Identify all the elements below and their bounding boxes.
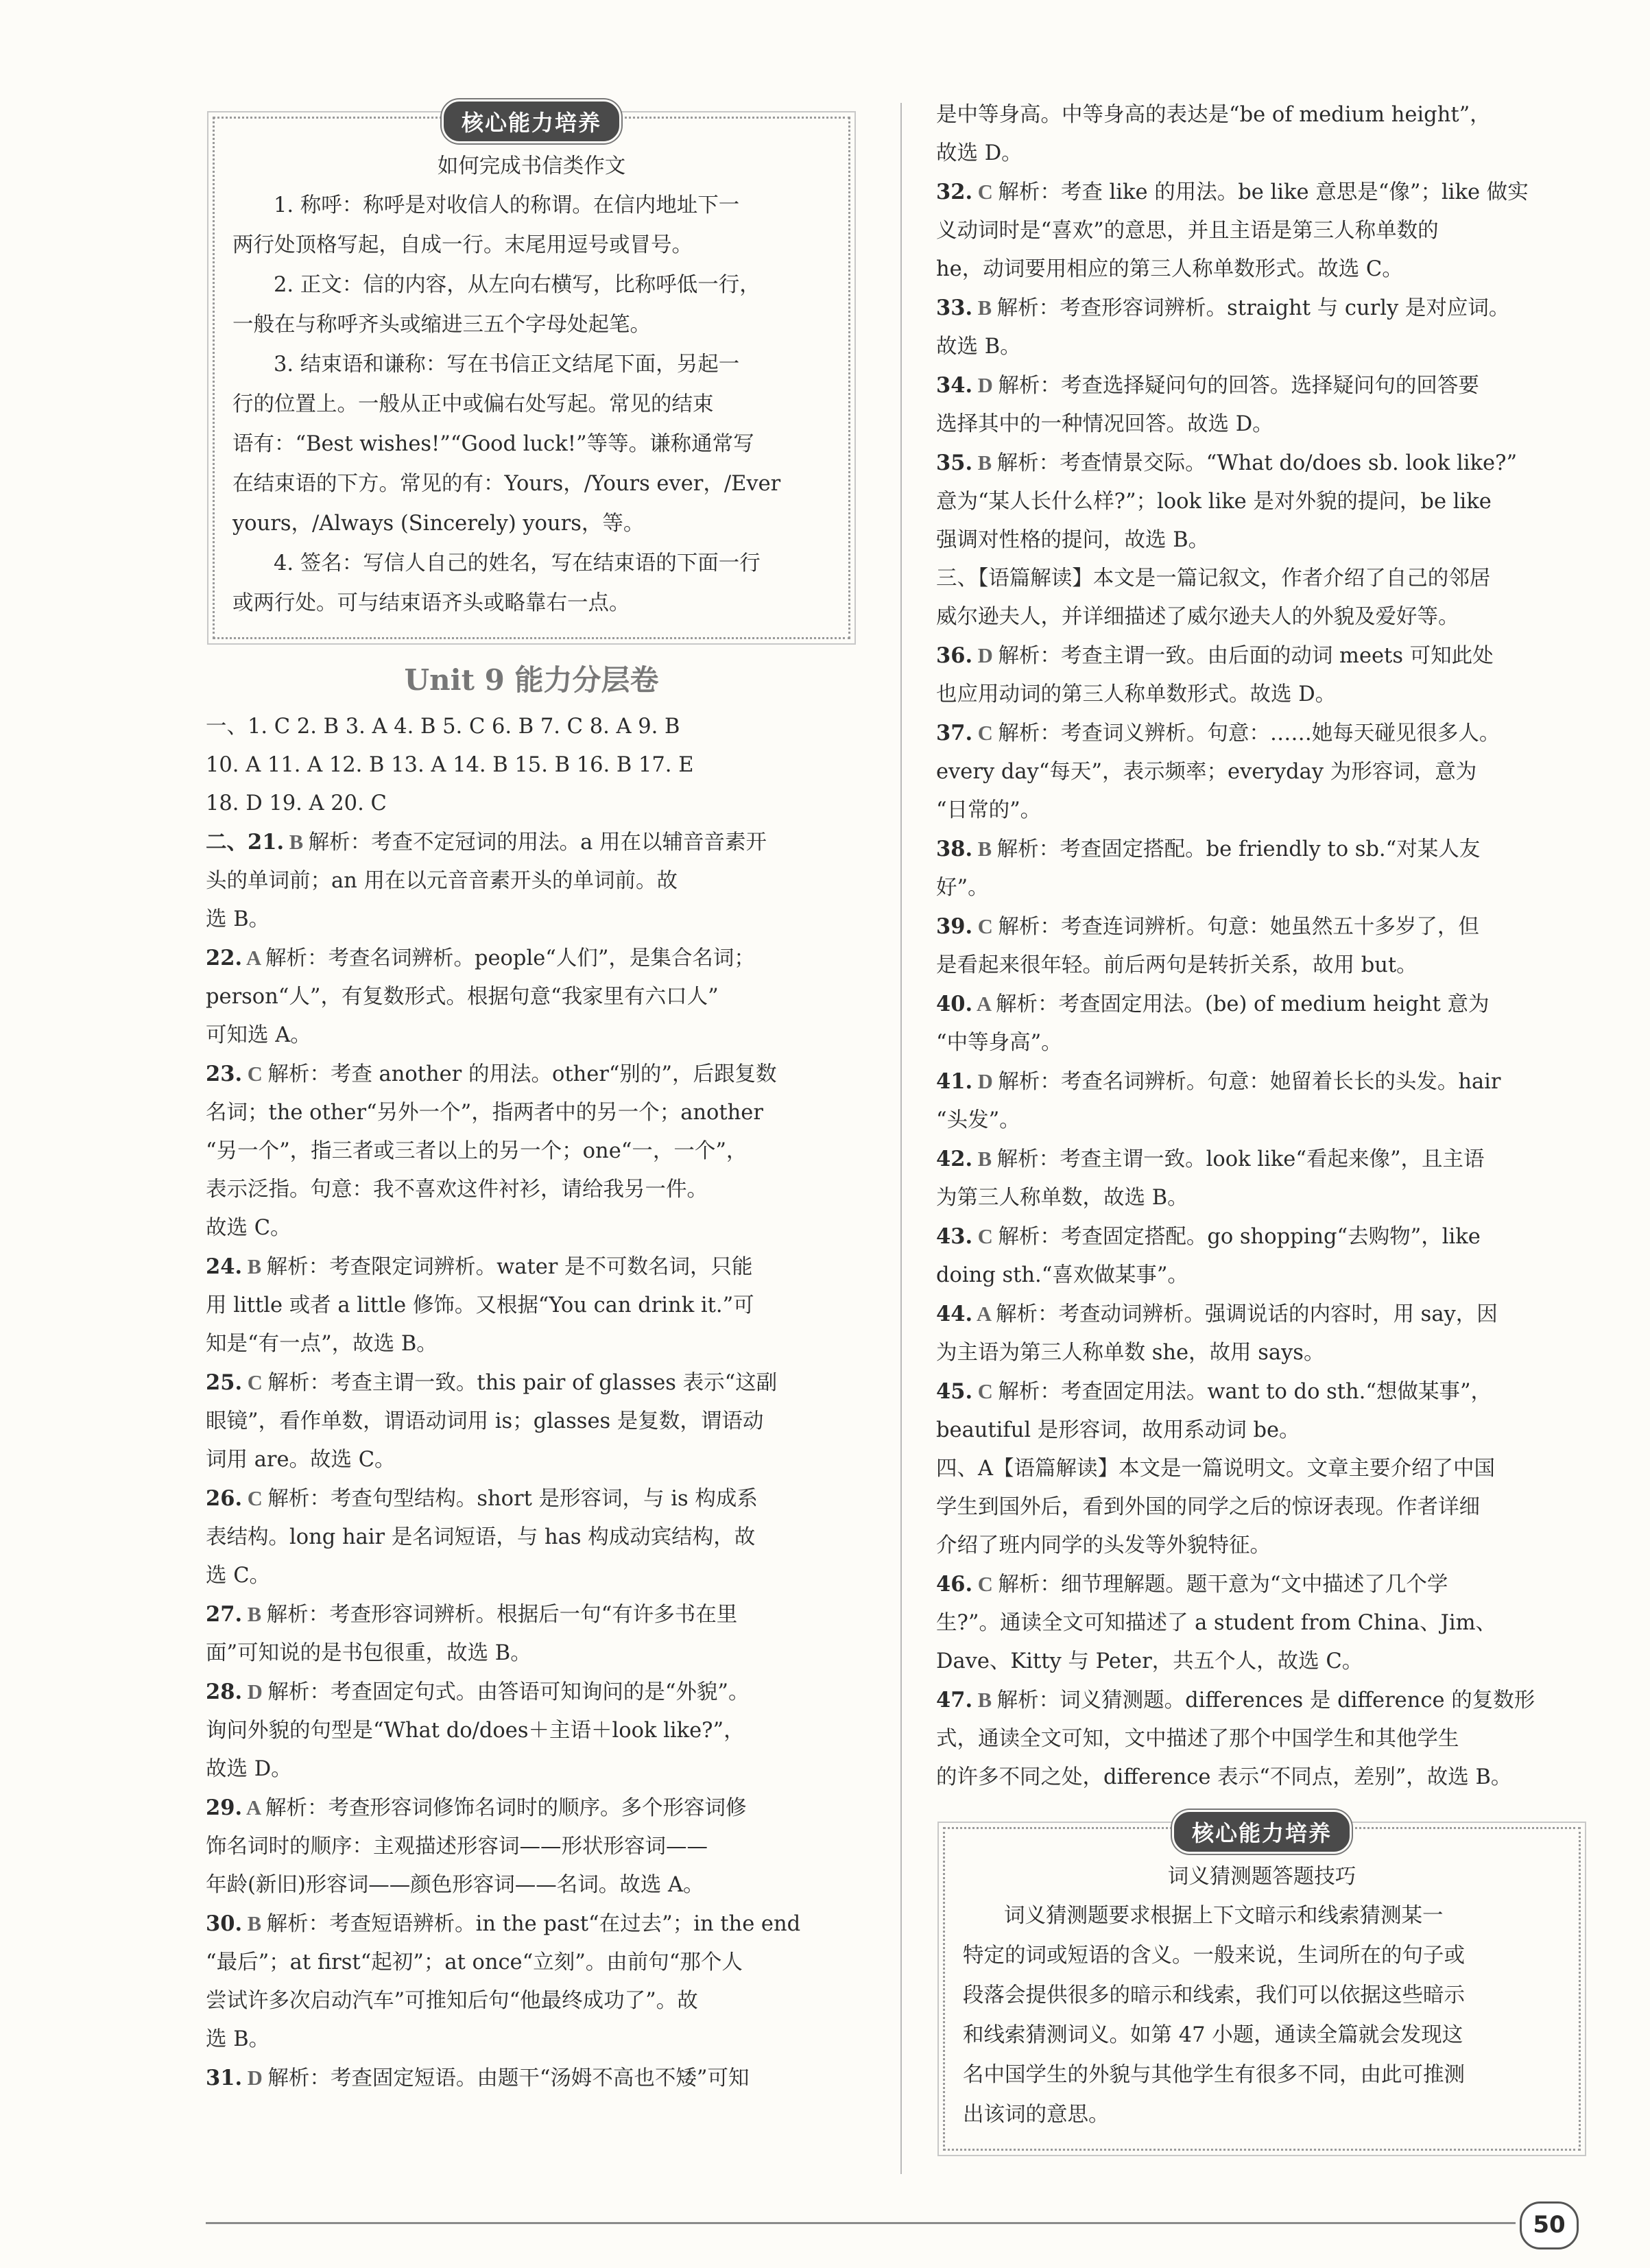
question-number: 43. [936, 1224, 973, 1249]
explanation-line: 选 B。 [206, 2027, 270, 2051]
question-number: 37. [936, 721, 973, 745]
question-number: 47. [936, 1688, 973, 1712]
section-intro-line: 学生到国外后，看到外国的同学之后的惊讶表现。作者详细 [936, 1495, 1480, 1519]
explanation-item [206, 939, 857, 1055]
explanation-line: “最后”；at first“起初”；at once“立刻”。由前句“那个人 [206, 1950, 743, 1974]
explanation-line: 生?”。通读全文可知描述了 a student from China、Jim、 [936, 1611, 1497, 1635]
right-explanations-1 [936, 173, 1588, 560]
explanation-line: 询问外貌的句型是“What do/does＋主语＋look like?”， [206, 1719, 745, 1743]
tip-line: 两行处顶格写起，自成一行。末尾用逗号或冒号。 [232, 233, 693, 257]
question-number: 27. [206, 1602, 243, 1627]
unit-title: Unit 9 能力分层卷 [404, 663, 659, 697]
explanation-item [936, 444, 1588, 560]
explanation-item [936, 830, 1588, 907]
explanation-item [936, 173, 1588, 289]
explanation-item [206, 1055, 857, 1248]
answer-letter: D [972, 644, 999, 667]
explanation-text: 解析：考查主谓一致。由后面的动词 meets 可知此处 [998, 644, 1494, 668]
question-number: 38. [936, 837, 973, 861]
explanation-line [936, 1565, 1588, 1604]
answer-letter: A [972, 1302, 996, 1326]
explanation-text: 解析：考查形容词修饰名词时的顺序。多个形容词修 [265, 1796, 747, 1820]
answer-letter: C [972, 721, 999, 745]
explanation-line: 眼镜”，看作单数，谓语动词用 is；glasses 是复数，谓语动 [206, 1409, 764, 1433]
explanation-item [206, 1363, 857, 1479]
tip-body [232, 186, 830, 623]
explanation-line [936, 173, 1588, 212]
explanation-line: 为主语为第三人称单数 she，故用 says。 [936, 1341, 1325, 1365]
explanation-line: 义动词时是“喜欢”的意思，并且主语是第三人称单数的 [936, 219, 1439, 243]
explanation-text: 解析：考查固定句式。由答语可知询问的是“外貌”。 [267, 1680, 750, 1704]
question-number: 45. [936, 1379, 973, 1404]
explanation-item [206, 823, 857, 939]
explanation-item [936, 1681, 1588, 1797]
explanation-line [936, 1217, 1588, 1256]
explanation-text: 解析：考查 another 的用法。other“别的”，后跟复数 [267, 1062, 777, 1086]
right-explanations-3 [936, 1565, 1588, 1797]
explanation-item [206, 1905, 857, 2059]
explanation-line: beautiful 是形容词，故用系动词 be。 [936, 1418, 1300, 1442]
answer-letter: A [242, 1796, 265, 1819]
answer-letter: B [972, 451, 997, 475]
explanation-line: 用 little 或者 a little 修饰。又根据“You can drink it.”可 [206, 1293, 754, 1317]
explanation-line: 饰名词时的顺序：主观描述形容词——形状形容词—— [206, 1835, 708, 1859]
explanation-line: 选 B。 [206, 907, 270, 931]
answer-letter: B [284, 831, 309, 854]
answer-letter: B [242, 1603, 267, 1626]
answer-letter: C [972, 1573, 999, 1596]
explanation-line: 面”可知说的是书包很重，故选 B。 [206, 1641, 531, 1665]
tip-line: 2. 正文：信的内容，从左向右横写，比称呼低一行， [274, 273, 761, 297]
explanation-line: 好”。 [936, 876, 989, 900]
explanation-line: “日常的”。 [936, 798, 1042, 822]
explanation-text: 解析：考查词义辨析。句意：……她每天碰见很多人。 [998, 721, 1500, 745]
question-number: 44. [936, 1302, 973, 1326]
answer-row: 18. D 19. A 20. C [206, 791, 387, 815]
answer-rows [206, 708, 857, 823]
tip-badge: 核心能力培养 [442, 99, 621, 143]
explanation-item [936, 1565, 1588, 1681]
explanation-line [206, 1673, 857, 1712]
explanation-text: 解析：考查选择疑问句的回答。选择疑问句的回答要 [998, 374, 1479, 398]
section-intro-line: 介绍了班内同学的头发等外貌特征。 [936, 1533, 1271, 1557]
answer-letter: B [972, 1688, 997, 1712]
answer-letter: B [972, 837, 997, 861]
tip-title: 如何完成书信类作文 [437, 154, 626, 178]
tip-line: yours，/Always (Sincerely) yours，等。 [232, 512, 645, 536]
explanation-item [206, 2059, 857, 2098]
answer-letter: C [972, 1225, 999, 1248]
explanation-text: 解析：考查句型结构。short 是形容词，与 is 构成系 [267, 1487, 758, 1511]
explanation-text: 解析：考查不定冠词的用法。a 用在以辅音音素开 [308, 831, 767, 855]
right-explanations-2 [936, 636, 1588, 1450]
explanation-line: he，动词要用相应的第三人称单数形式。故选 C。 [936, 257, 1403, 281]
explanation-text: 解析：考查连词辨析。句意：她虽然五十多岁了，但 [998, 915, 1479, 939]
explanation-line: 名词；the other“另外一个”，指两者中的另一个；another [206, 1101, 763, 1125]
explanation-line: 强调对性格的提问，故选 B。 [936, 528, 1210, 552]
explanation-line [936, 636, 1588, 676]
answer-letter: B [972, 1147, 997, 1171]
explanation-text: 解析：考查主谓一致。this pair of glasses 表示“这副 [267, 1371, 778, 1395]
explanation-item [936, 636, 1588, 714]
question-number: 41. [936, 1069, 973, 1094]
explanation-line: 的许多不同之处，difference 表示“不同点，差别”，故选 B。 [936, 1765, 1512, 1789]
explanation-line: 头的单词前；an 用在以元音音素开头的单词前。故 [206, 869, 678, 893]
tip-line: 和线索猜测词义。如第 47 小题，通读全篇就会发现这 [963, 2023, 1463, 2047]
explanation-item [206, 1479, 857, 1595]
explanation-line: doing sth.“喜欢做某事”。 [936, 1263, 1188, 1287]
section-3-intro [936, 560, 1588, 636]
question-number: 30. [206, 1911, 243, 1936]
explanation-text: 解析：考查固定搭配。be friendly to sb.“对某人友 [996, 837, 1481, 861]
explanation-line: 尝试许多次启动汽车”可推知后句“他最终成功了”。故 [206, 1989, 698, 2013]
question-number: 39. [936, 914, 973, 939]
explanation-line [206, 823, 857, 862]
explanation-line: 故选 C。 [206, 1216, 291, 1240]
tip-body [963, 1896, 1561, 2135]
footer-rule [206, 2222, 1516, 2224]
question-number: 26. [206, 1486, 243, 1511]
explanation-line [936, 1681, 1588, 1720]
question-number: 31. [206, 2066, 243, 2090]
explanation-line [206, 1479, 857, 1518]
explanation-text: 解析：考查固定用法。(be) of medium height 意为 [995, 992, 1490, 1016]
tip-line: 在结束语的下方。常见的有：Yours，/Yours ever，/Ever [232, 472, 781, 496]
explanation-text: 解析：考查情景交际。“What do/does sb. look like?” [996, 451, 1518, 475]
explanation-line [206, 1789, 857, 1828]
explanation-line: 知是“有一点”，故选 B。 [206, 1332, 438, 1356]
tip-line: 4. 签名：写信人自己的姓名，写在结束语的下面一行 [274, 551, 761, 575]
tip-line: 特定的词或短语的含义。一般来说，生词所在的句子或 [963, 1944, 1465, 1968]
explanation-line [206, 1055, 857, 1094]
explanation-line [936, 1062, 1588, 1101]
tip-line: 名中国学生的外貌与其他学生有很多不同，由此可推测 [963, 2063, 1465, 2087]
explanation-text: 解析：考查形容词辨析。straight 与 curly 是对应词。 [996, 296, 1510, 320]
explanation-item [936, 366, 1588, 444]
section-intro-line: 三、【语篇解读】本文是一篇记叙文，作者介绍了自己的邻居 [936, 566, 1491, 590]
explanation-text: 解析：考查固定搭配。go shopping“去购物”，like [998, 1225, 1481, 1249]
explanation-line [936, 444, 1588, 483]
explanation-line [206, 1363, 857, 1402]
explanation-item [936, 1372, 1588, 1450]
tip-line: 1. 称呼：称呼是对收信人的称谓。在信内地址下一 [274, 193, 740, 217]
explanation-line: 选择其中的一种情况回答。故选 D。 [936, 412, 1274, 436]
explanation-line [936, 830, 1588, 869]
tip-badge: 核心能力培养 [1172, 1810, 1352, 1854]
explanation-line: “中等身高”。 [936, 1031, 1062, 1055]
explanation-item [936, 714, 1588, 830]
answer-letter: B [242, 1255, 267, 1278]
question-number: 28. [206, 1680, 243, 1704]
left-column [206, 89, 857, 2098]
answer-letter: A [242, 946, 265, 970]
question-number: 22. [206, 946, 243, 970]
explanation-item [936, 289, 1588, 366]
right-column [936, 96, 1588, 2171]
explanation-line: 是中等身高。中等身高的表达是“be of medium height”， [936, 103, 1491, 127]
answer-row: 一、1. C 2. B 3. A 4. B 5. C 6. B 7. C 8. A 9. B [206, 715, 680, 739]
explanation-line [206, 1595, 857, 1634]
answer-letter: D [972, 374, 999, 397]
question-number: 32. [936, 180, 973, 204]
answer-letter: C [242, 1062, 268, 1086]
explanation-text: 解析：词义猜测题。differences 是 difference 的复数形 [996, 1688, 1535, 1712]
answer-letter: D [242, 2066, 268, 2090]
explanation-item [206, 1673, 857, 1789]
explanation-line [206, 2059, 857, 2098]
explanation-line [936, 907, 1588, 946]
explanation-line: 年龄(新旧)形容词——颜色形容词——名词。故选 A。 [206, 1873, 704, 1897]
explanation-text: 解析：考查固定短语。由题干“汤姆不高也不矮”可知 [267, 2066, 750, 2090]
explanation-text: 解析：细节理解题。题干意为“文中描述了几个学 [998, 1573, 1448, 1597]
column-divider [900, 103, 902, 2174]
explanation-item [936, 1062, 1588, 1140]
tip-line: 出该词的意思。 [963, 2103, 1110, 2127]
explanation-line: 是看起来很年轻。前后两句是转折关系，故用 but。 [936, 953, 1418, 977]
explanation-line: 也应用动词的第三人称单数形式。故选 D。 [936, 682, 1337, 706]
answer-letter: C [972, 180, 999, 204]
explanation-text: 解析：考查名词辨析。句意：她留着长长的头发。hair [998, 1070, 1501, 1094]
question-number: 42. [936, 1147, 973, 1171]
answer-letter: C [242, 1371, 268, 1394]
explanation-item [936, 1140, 1588, 1217]
explanation-line: Dave、Kitty 与 Peter，共五个人，故选 C。 [936, 1649, 1363, 1673]
explanation-line: 词用 are。故选 C。 [206, 1448, 396, 1472]
answer-letter: B [972, 296, 997, 320]
answer-letter: C [972, 1380, 999, 1403]
section-4-intro [936, 1450, 1588, 1565]
explanation-text: 解析：考查动词辨析。强调说话的内容时，用 say，因 [995, 1302, 1498, 1326]
explanation-line: 可知选 A。 [206, 1023, 311, 1047]
explanation-line: every day“每天”，表示频率；everyday 为形容词，意为 [936, 760, 1477, 784]
question-number: 25. [206, 1370, 243, 1395]
section-intro-line: 四、A【语篇解读】本文是一篇说明文。文章主要介绍了中国 [936, 1457, 1496, 1481]
tip-line: 词义猜测题要求根据上下文暗示和线索猜测某一 [1004, 1904, 1444, 1928]
question-number: 33. [936, 296, 973, 320]
page-number: 50 [1520, 2201, 1579, 2249]
question-number: 35. [936, 451, 973, 475]
answer-letter: C [242, 1487, 268, 1510]
explanation-line: “另一个”，指三者或三者以上的另一个；one“一，一个”， [206, 1139, 748, 1163]
explanation-line: 表示泛指。句意：我不喜欢这件衬衫，请给我另一件。 [206, 1178, 708, 1202]
explanation-text: 解析：考查 like 的用法。be like 意思是“像”；like 做实 [998, 180, 1529, 204]
explanation-line: 选 C。 [206, 1564, 271, 1588]
explanation-line [936, 1140, 1588, 1179]
question-number: 36. [936, 643, 973, 668]
continued-explanation [936, 96, 1588, 173]
tip-line: 语有：“Best wishes!”“Good luck!”等等。谦称通常写 [232, 432, 754, 456]
explanation-line: 意为“某人长什么样?”；look like 是对外貌的提问，be like [936, 490, 1492, 514]
explanation-line: 故选 D。 [936, 141, 1023, 165]
answer-letter: D [972, 1070, 999, 1093]
explanation-line: 表结构。long hair 是名词短语，与 has 构成动宾结构，故 [206, 1525, 756, 1549]
explanation-line: “头发”。 [936, 1108, 1020, 1132]
explanation-line [206, 1248, 857, 1287]
answer-letter: A [972, 992, 996, 1016]
tip-title: 词义猜测题答题技巧 [1167, 1865, 1356, 1889]
question-number: 29. [206, 1795, 243, 1820]
explanation-item [936, 985, 1588, 1062]
question-number: 40. [936, 992, 973, 1016]
tip-box-word-guess [943, 1820, 1581, 2151]
explanation-line: 故选 D。 [206, 1757, 292, 1781]
question-number: 24. [206, 1254, 243, 1279]
explanation-line [206, 939, 857, 978]
question-number: 46. [936, 1572, 973, 1597]
explanation-item [206, 1789, 857, 1905]
explanation-text: 解析：考查主谓一致。look like“看起来像”，且主语 [996, 1147, 1485, 1171]
explanation-text: 解析：考查短语辨析。in the past“在过去”；in the end [266, 1912, 801, 1936]
tip-box-letter-writing [213, 110, 850, 639]
explanation-item [206, 1595, 857, 1673]
answer-letter: B [242, 1912, 267, 1935]
explanation-line [206, 1905, 857, 1944]
explanation-item [936, 1295, 1588, 1372]
explanation-text: 解析：考查形容词辨析。根据后一句“有许多书在里 [266, 1603, 738, 1627]
question-number: 34. [936, 373, 973, 398]
question-number: 二、21. [206, 830, 285, 855]
explanation-line [936, 714, 1588, 753]
left-explanations [206, 823, 857, 2098]
explanation-item [936, 907, 1588, 985]
explanation-line [936, 1372, 1588, 1411]
tip-line: 行的位置上。一般从正中或偏右处写起。常见的结束 [232, 392, 714, 416]
explanation-line [936, 289, 1588, 328]
explanation-item [206, 1248, 857, 1363]
explanation-line [936, 366, 1588, 405]
explanation-line: 为第三人称单数，故选 B。 [936, 1186, 1188, 1210]
explanation-text: 解析：考查限定词辨析。water 是不可数名词，只能 [266, 1255, 753, 1279]
tip-line: 或两行处。可与结束语齐头或略靠右一点。 [232, 591, 630, 615]
question-number: 23. [206, 1062, 243, 1086]
explanation-line: 式，通读全文可知，文中描述了那个中国学生和其他学生 [936, 1727, 1459, 1751]
explanation-line [936, 1295, 1588, 1334]
answer-letter: C [972, 915, 999, 938]
answer-row: 10. A 11. A 12. B 13. A 14. B 15. B 16. B 17. E [206, 753, 694, 777]
explanation-line [936, 985, 1588, 1024]
explanation-text: 解析：考查名词辨析。people“人们”，是集合名词； [265, 946, 755, 970]
explanation-item [936, 1217, 1588, 1295]
tip-line: 3. 结束语和谦称：写在书信正文结尾下面，另起一 [274, 353, 740, 377]
section-intro-line: 威尔逊夫人，并详细描述了威尔逊夫人的外貌及爱好等。 [936, 605, 1459, 629]
tip-line: 段落会提供很多的暗示和线索，我们可以依据这些暗示 [963, 1983, 1465, 2007]
answer-letter: D [242, 1680, 268, 1704]
explanation-line: person“人”，有复数形式。根据句意“我家里有六口人” [206, 985, 719, 1009]
explanation-line: 故选 B。 [936, 335, 1021, 359]
tip-line: 一般在与称呼齐头或缩进三五个字母处起笔。 [232, 313, 651, 337]
explanation-text: 解析：考查固定用法。want to do sth.“想做某事”， [998, 1380, 1492, 1404]
